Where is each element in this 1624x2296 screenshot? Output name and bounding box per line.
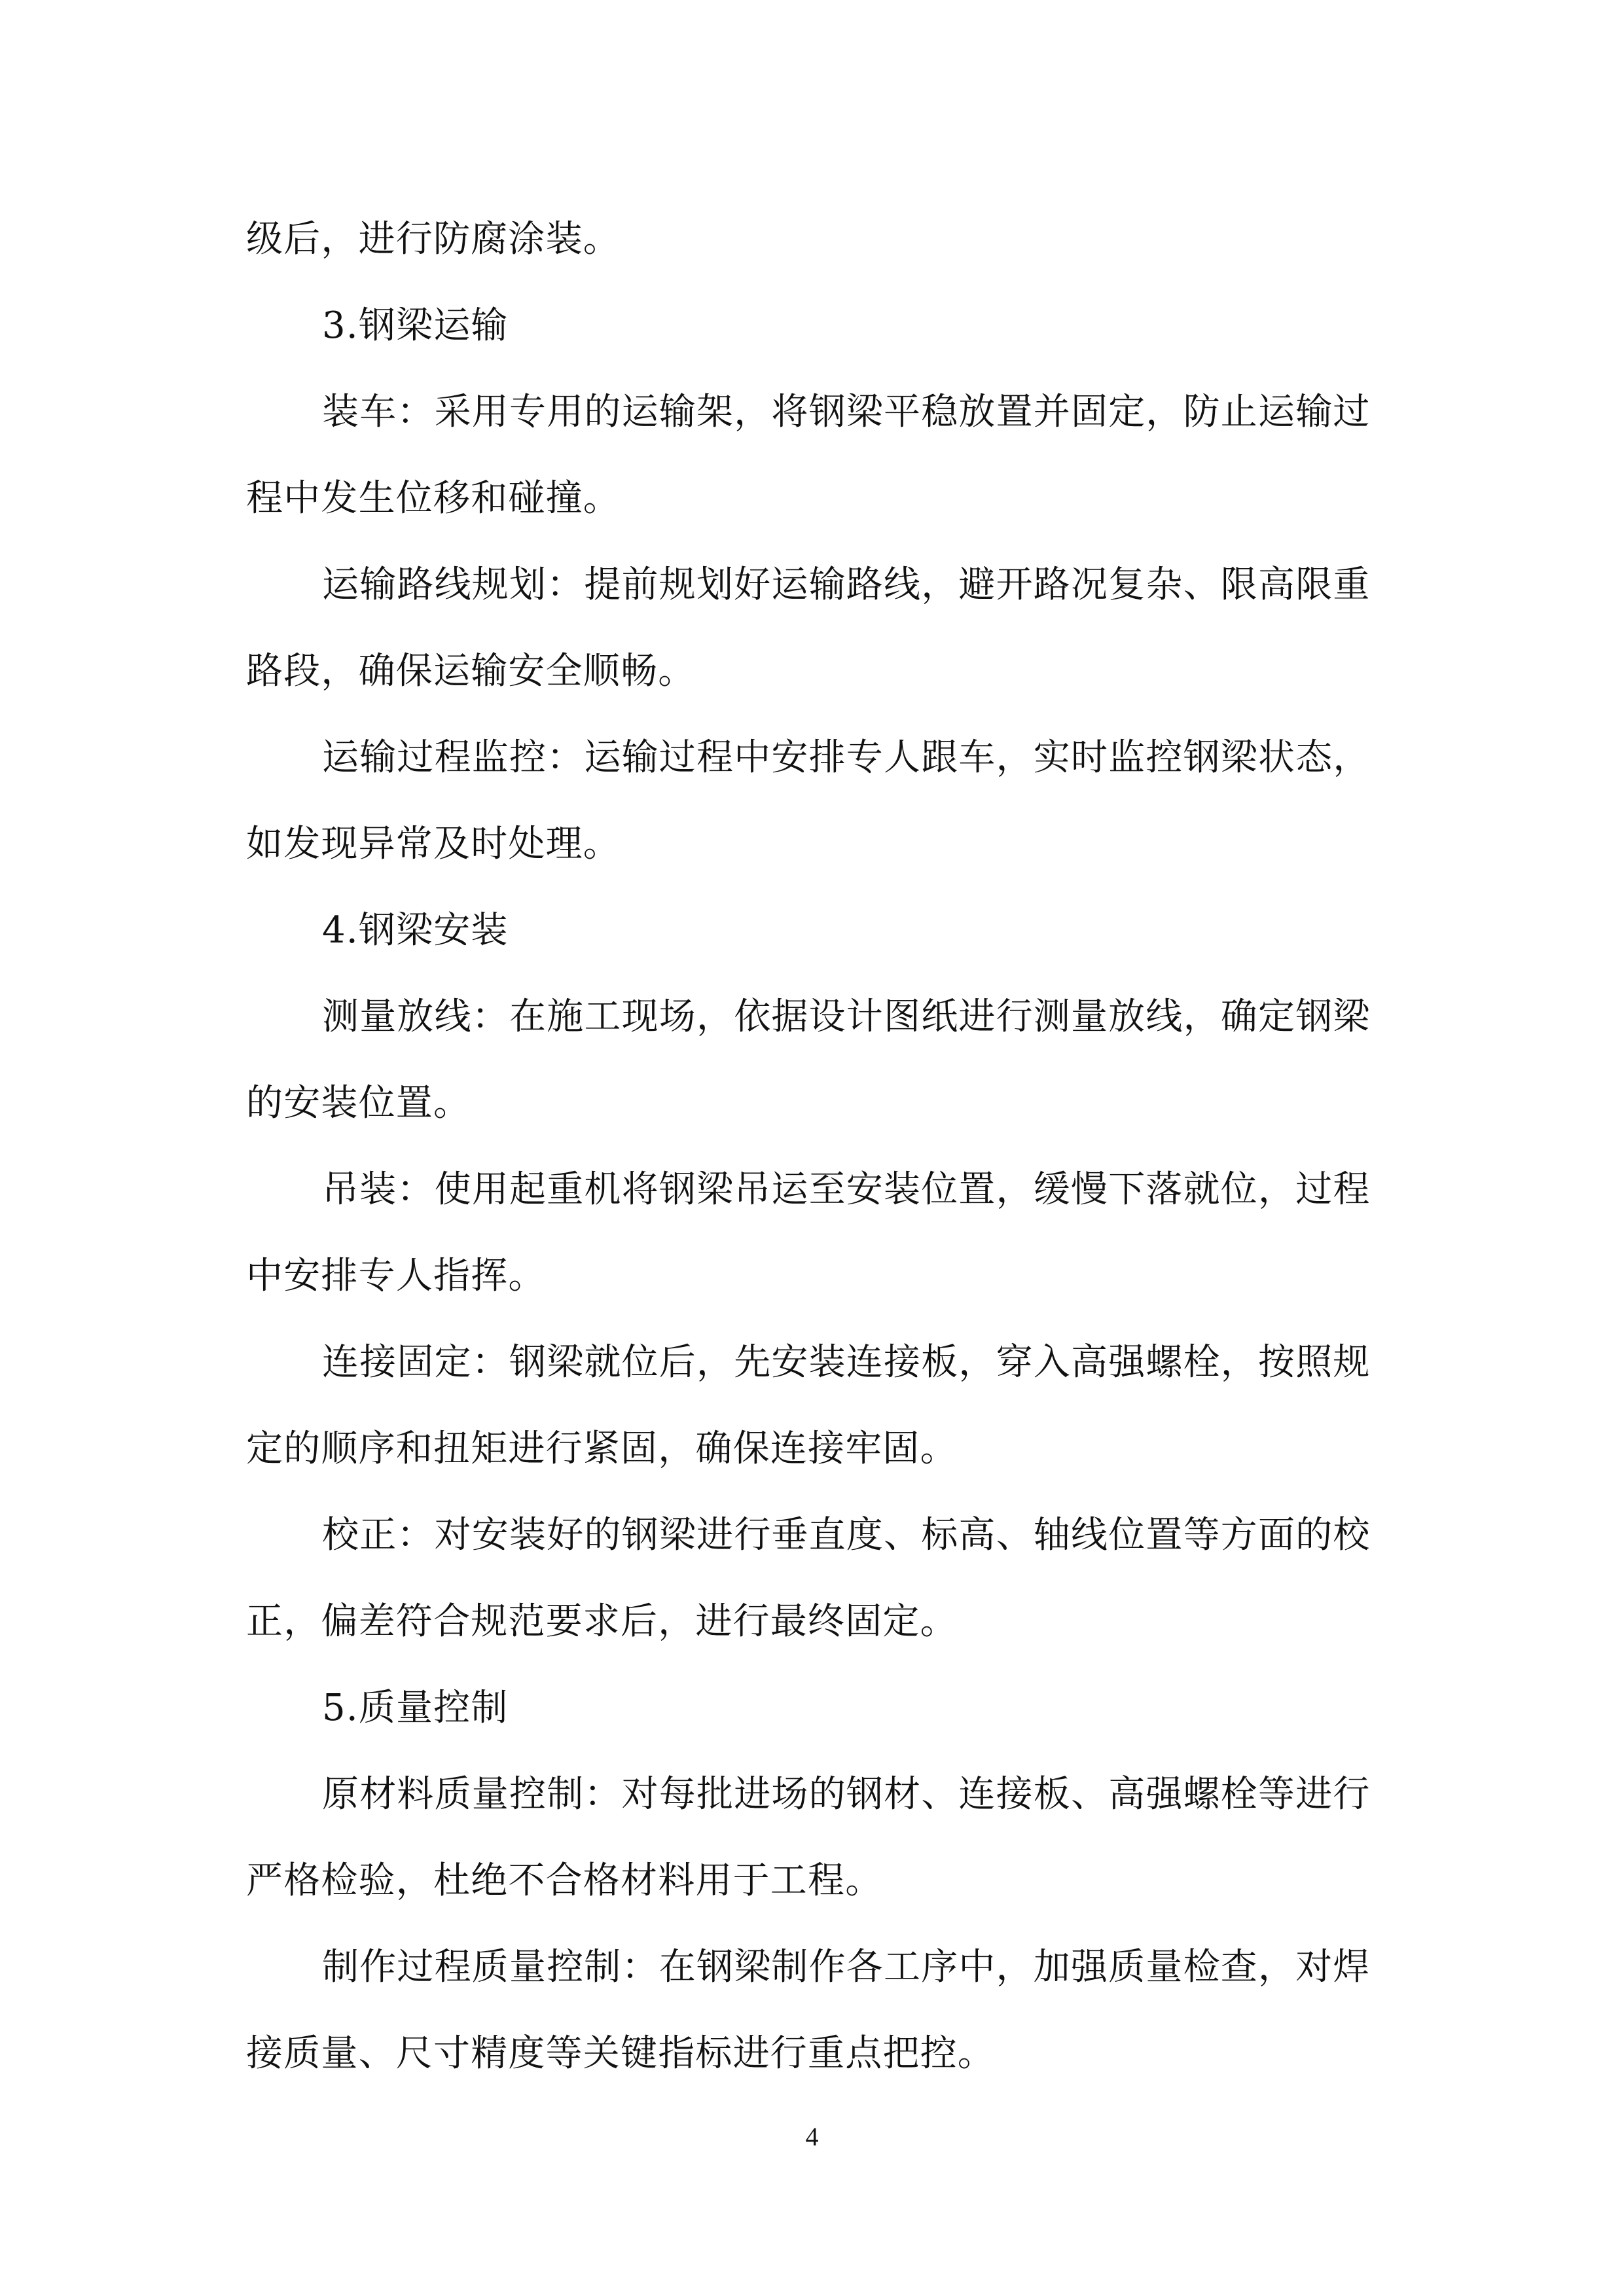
paragraph-loading <box>246 369 1385 542</box>
section-heading-transport <box>246 283 1385 369</box>
text-line: 原材料质量控制：对每批进场的钢材、连接板、高强螺栓等进行 <box>322 1773 1371 1816</box>
paragraph-surveying <box>246 974 1385 1147</box>
text-line: 校正：对安装好的钢梁进行垂直度、标高、轴线位置等方面的校 <box>322 1514 1371 1556</box>
text-line: 吊装：使用起重机将钢梁吊运至安装位置，缓慢下落就位，过程 <box>322 1168 1371 1211</box>
text-line: 装车：采用专用的运输架，将钢梁平稳放置并固定，防止运输过 <box>322 391 1371 433</box>
text-line: 正，偏差符合规范要求后，进行最终固定。 <box>246 1600 958 1643</box>
heading-line: 3.钢梁运输 <box>322 304 509 347</box>
text-line: 定的顺序和扭矩进行紧固，确保连接牢固。 <box>246 1427 958 1470</box>
section-heading-installation <box>246 888 1385 974</box>
text-line: 的安装位置。 <box>246 1082 471 1124</box>
page-number: 4 <box>805 2122 819 2151</box>
text-line: 中安排专人指挥。 <box>246 1255 546 1297</box>
paragraph-route-planning <box>246 542 1385 715</box>
paragraph-transport-monitoring <box>246 715 1385 888</box>
paragraph-connection <box>246 1319 1385 1492</box>
section-heading-quality <box>246 1665 1385 1751</box>
text-line: 严格检验，杜绝不合格材料用于工程。 <box>246 1859 883 1902</box>
heading-line: 4.钢梁安装 <box>322 909 509 952</box>
text-line: 运输过程监控：运输过程中安排专人跟车，实时监控钢梁状态， <box>322 736 1371 779</box>
heading-line: 5.质量控制 <box>322 1687 509 1729</box>
text-line: 测量放线：在施工现场，依据设计图纸进行测量放线，确定钢梁 <box>322 996 1371 1038</box>
paragraph-material-quality <box>246 1751 1385 1924</box>
text-line: 接质量、尺寸精度等关键指标进行重点把控。 <box>246 2032 995 2075</box>
paragraph-correction <box>246 1492 1385 1665</box>
text-line: 级后，进行防腐涂装。 <box>246 218 621 260</box>
text-line: 连接固定：钢梁就位后，先安装连接板，穿入高强螺栓，按照规 <box>322 1341 1371 1384</box>
paragraph-fabrication-quality <box>246 1924 1385 2097</box>
text-line: 如发现异常及时处理。 <box>246 823 621 865</box>
body-text <box>246 196 1385 2097</box>
text-line: 制作过程质量控制：在钢梁制作各工序中，加强质量检查，对焊 <box>322 1946 1371 1988</box>
text-line: 程中发生位移和碰撞。 <box>246 477 621 520</box>
text-line: 运输路线规划：提前规划好运输路线，避开路况复杂、限高限重 <box>322 564 1371 606</box>
text-line: 路段，确保运输安全顺畅。 <box>246 650 696 692</box>
paragraph-hoisting <box>246 1147 1385 1319</box>
paragraph-continuation <box>246 196 1385 283</box>
